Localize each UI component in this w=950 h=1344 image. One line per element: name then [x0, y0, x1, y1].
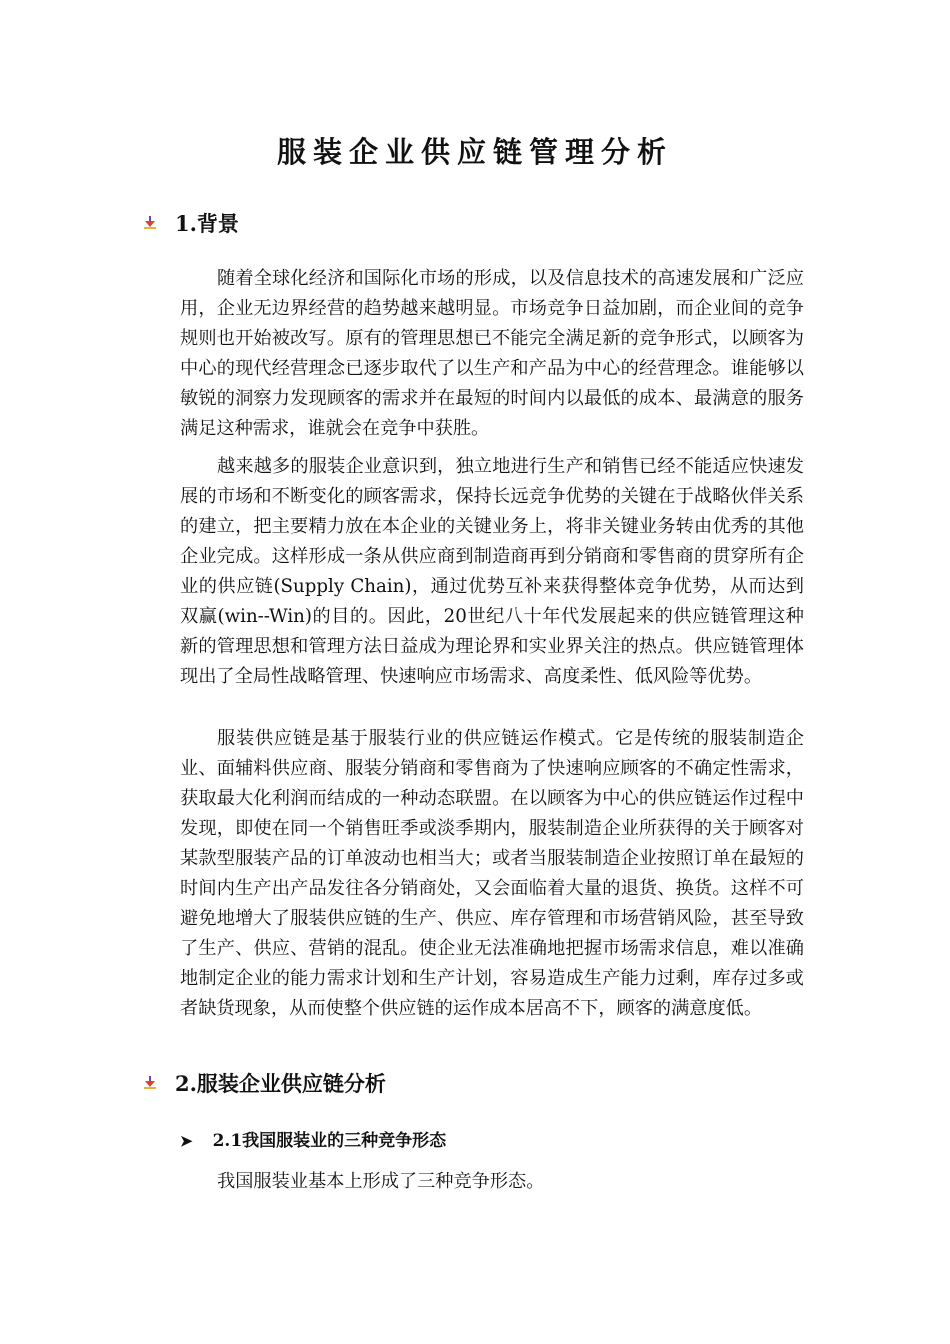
paragraph: 我国服装业基本上形成了三种竞争形态。: [217, 1171, 545, 1192]
bullet-icon: [143, 210, 157, 224]
bullet-icon: [143, 1070, 157, 1084]
section-heading-text: 1.背景: [175, 211, 239, 236]
section-heading-background: [143, 208, 239, 238]
section-heading-text: 2.服装企业供应链分析: [175, 1071, 386, 1096]
arrow-bullet-icon: ➤: [180, 1132, 193, 1150]
document-title: 服装企业供应链管理分析: [276, 135, 673, 169]
paragraph: 随着全球化经济和国际化市场的形成，以及信息技术的高速发展和广泛应用，企业无边界经营的趋势越来越明显。市场竞争日益加剧，而企业间的竞争规则也开始被改写。原有的管理思想已不能完全满足新的竞争形式，以顾客为中心的现代经营理念已逐步取代了以生产和产品为中心的经营理念。谁能够以敏锐的洞察力发现顾客的需求并在最短的时间内以最低的成本、最满意的服务满足这种需求，谁就会在竞争中获胜。: [180, 268, 804, 439]
section-heading-analysis: [143, 1068, 386, 1098]
paragraph: 服装供应链是基于服装行业的供应链运作模式。它是传统的服装制造企业、面辅料供应商、服装分销商和零售商为了快速响应顾客的不确定性需求，获取最大化利润而结成的一种动态联盟。在以顾客为中心的供应链运作过程中发现，即使在同一个销售旺季或淡季期内，服装制造企业所获得的关于顾客对某款型服装产品的订单波动也相当大；或者当服装制造企业按照订单在最短的时间内生产出产品发往各分销商处，又会面临着大量的退货、换货。这样不可避免地增大了服装供应链的生产、供应、库存管理和市场营销风险，甚至导致了生产、供应、营销的混乱。使企业无法准确地把握市场需求信息，难以准确地制定企业的能力需求计划和生产计划，容易造成生产能力过剩，库存过多或者缺货现象，从而使整个供应链的运作成本居高不下，顾客的满意度低。: [180, 728, 804, 1019]
paragraph: 越来越多的服装企业意识到，独立地进行生产和销售已经不能适应快速发展的市场和不断变化的顾客需求，保持长远竞争优势的关键在于战略伙伴关系的建立，把主要精力放在本企业的关键业务上，将非关键业务转由优秀的其他企业完成。这样形成一条从供应商到制造商再到分销商和零售商的贯穿所有企业的供应链(Supply Chain)，通过优势互补来获得整体竞争优势，从而达到双赢(win--Win)的目的。因此，20世纪八十年代发展起来的供应链管理这种新的管理思想和管理方法日益成为理论界和实业界关注的热点。供应链管理体现出了全局性战略管理、快速响应市场需求、高度柔性、低风险等优势。: [180, 456, 804, 687]
subsection-heading: [180, 1126, 446, 1151]
subsection-heading-text: 2.1我国服装业的三种竞争形态: [212, 1131, 447, 1151]
